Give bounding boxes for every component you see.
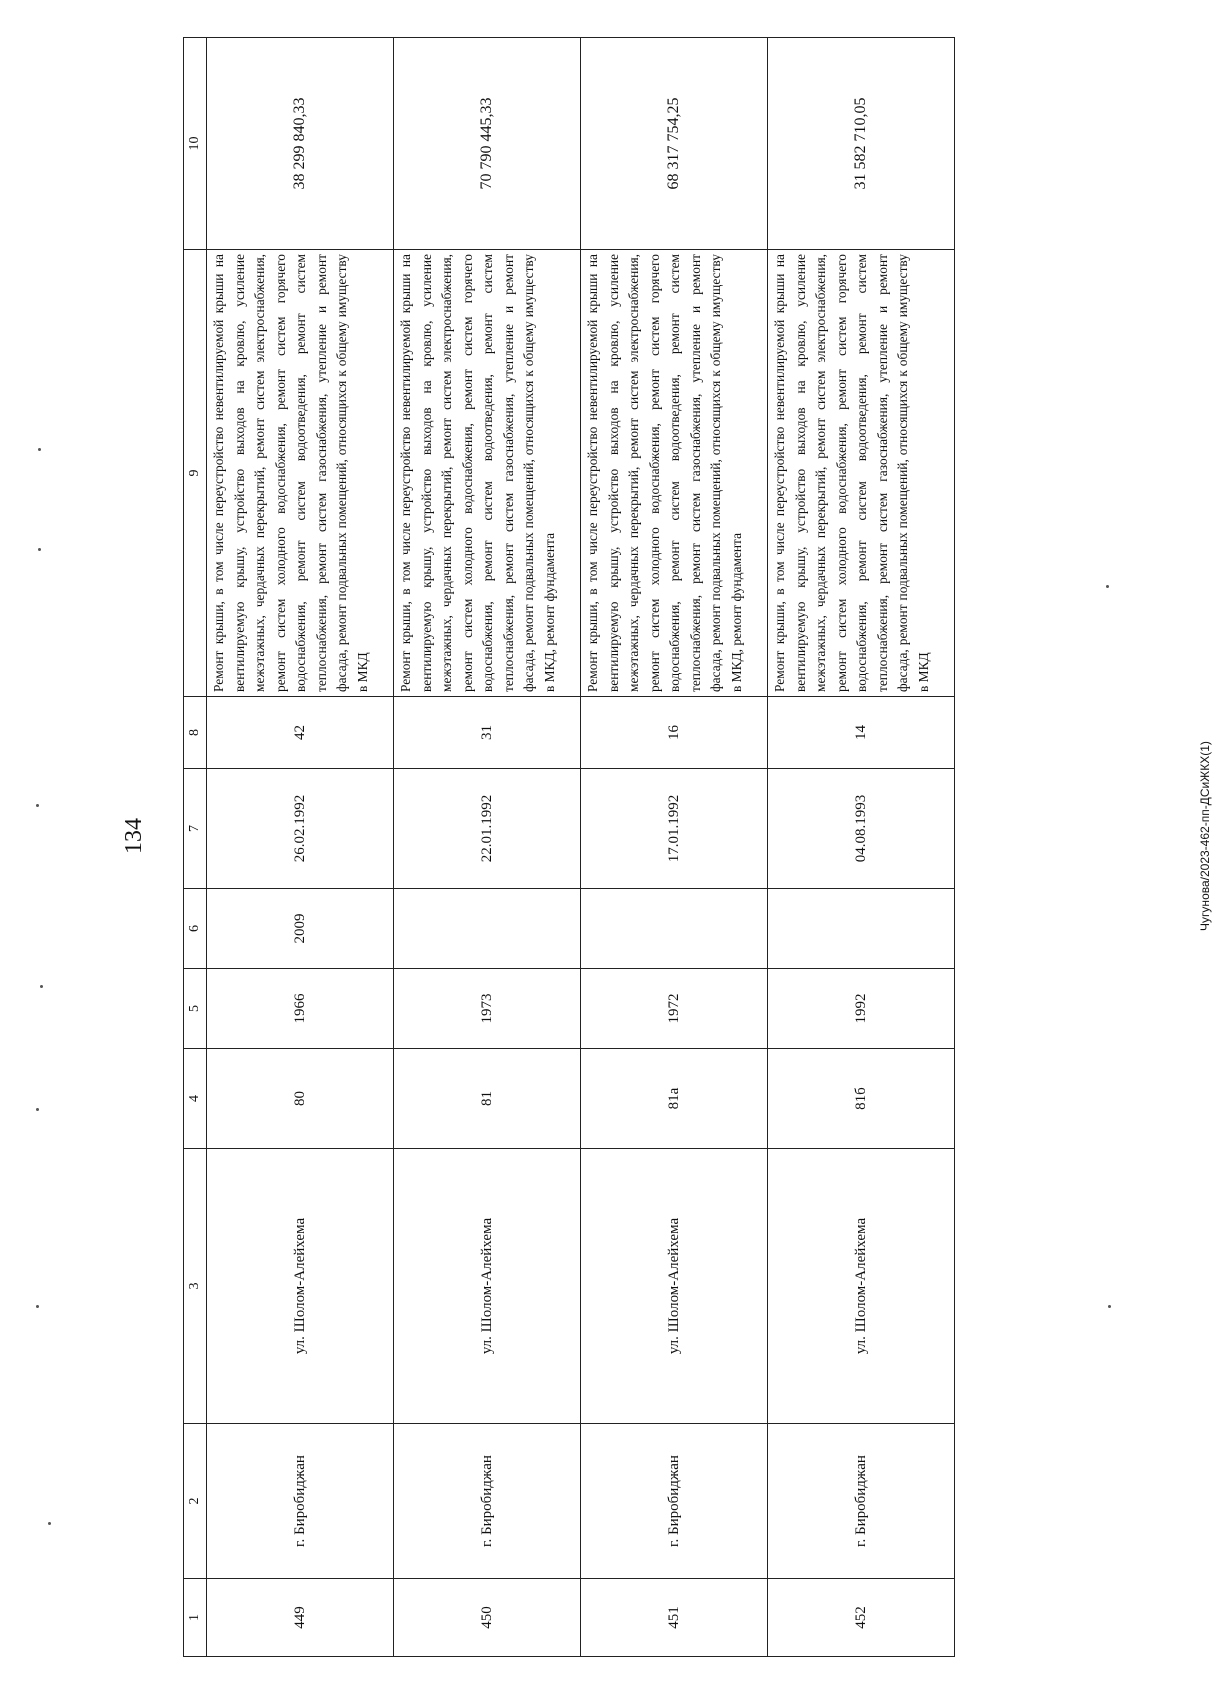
page-number: 134 (121, 818, 147, 854)
column-number-row (184, 38, 207, 1657)
works-cell: Ремонт крыши, в том числе переустройство невентилируемой крыши на вентилируемую крышу, устройство выходов на кровлю, усиление межэтажных, чердачных перекрытий, ремонт систем электроснабжения, ремонт систем холодного водоснабжения, ремонт систем горячего водоснабжения, ремонт систем водоотведения, ремонт систем теплоснабжения, ремонт систем газоснабжения, утепление и ремонт фасада, ремонт подвальных помещений, относящихся к общему имуществу в МКД, ремонт фундамента (394, 250, 581, 697)
register-table (183, 37, 955, 1657)
works-cell: Ремонт крыши, в том числе переустройство невентилируемой крыши на вентилируемую крышу, устройство выходов на кровлю, усиление межэтажных, чердачных перекрытий, ремонт систем электроснабжения, ремонт систем холодного водоснабжения, ремонт систем горячего водоснабжения, ремонт систем водоотведения, ремонт систем теплоснабжения, ремонт систем газоснабжения, утепление и ремонт фасада, ремонт подвальных помещений, относящихся к общему имуществу в МКД (207, 250, 394, 697)
scan-speck (40, 985, 43, 988)
year-cell (768, 889, 955, 969)
row-number: 451 (581, 1579, 768, 1657)
works-cell: Ремонт крыши, в том числе переустройство невентилируемой крыши на вентилируемую крышу, устройство выходов на кровлю, усиление межэтажных, чердачных перекрытий, ремонт систем электроснабжения, ремонт систем холодного водоснабжения, ремонт систем горячего водоснабжения, ремонт систем водоотведения, ремонт систем теплоснабжения, ремонт систем газоснабжения, утепление и ремонт фасада, ремонт подвальных помещений, относящихся к общему имуществу в МКД, ремонт фундамента (581, 250, 768, 697)
count-cell: 31 (394, 697, 581, 769)
year-cell (581, 889, 768, 969)
house-number-cell: 81б (768, 1049, 955, 1149)
column-number: 4 (184, 1049, 207, 1149)
date-cell: 22.01.1992 (394, 769, 581, 889)
column-number: 5 (184, 969, 207, 1049)
column-number: 10 (184, 38, 207, 250)
house-number-cell: 80 (207, 1049, 394, 1149)
table-row (394, 38, 581, 1657)
table-row (207, 38, 394, 1657)
year-built-cell: 1966 (207, 969, 394, 1049)
scan-speck (36, 1305, 39, 1308)
table-row (768, 38, 955, 1657)
cost-cell: 68 317 754,25 (581, 38, 768, 250)
street-cell: ул. Шолом-Алейхема (581, 1149, 768, 1424)
city-cell: г. Биробиджан (768, 1424, 955, 1579)
date-cell: 17.01.1992 (581, 769, 768, 889)
works-cell: Ремонт крыши, в том числе переустройство невентилируемой крыши на вентилируемую крышу, устройство выходов на кровлю, усиление межэтажных, чердачных перекрытий, ремонт систем электроснабжения, ремонт систем холодного водоснабжения, ремонт систем горячего водоснабжения, ремонт систем водоотведения, ремонт систем теплоснабжения, ремонт систем газоснабжения, утепление и ремонт фасада, ремонт подвальных помещений, относящихся к общему имуществу в МКД (768, 250, 955, 697)
document-code: Чугунова/2023-462-пп-ДСиЖКХ(1) (1198, 741, 1212, 931)
street-cell: ул. Шолом-Алейхема (207, 1149, 394, 1424)
column-number: 3 (184, 1149, 207, 1424)
row-number: 449 (207, 1579, 394, 1657)
cost-cell: 31 582 710,05 (768, 38, 955, 250)
house-number-cell: 81 (394, 1049, 581, 1149)
scan-speck (36, 1108, 39, 1111)
scan-speck (38, 448, 41, 451)
city-cell: г. Биробиджан (207, 1424, 394, 1579)
scan-speck (36, 804, 39, 807)
city-cell: г. Биробиджан (394, 1424, 581, 1579)
column-number: 1 (184, 1579, 207, 1657)
table-row (581, 38, 768, 1657)
cost-cell: 70 790 445,33 (394, 38, 581, 250)
column-number: 9 (184, 250, 207, 697)
count-cell: 42 (207, 697, 394, 769)
year-built-cell: 1973 (394, 969, 581, 1049)
street-cell: ул. Шолом-Алейхема (394, 1149, 581, 1424)
row-number: 452 (768, 1579, 955, 1657)
date-cell: 26.02.1992 (207, 769, 394, 889)
scan-speck (48, 1522, 51, 1525)
house-number-cell: 81а (581, 1049, 768, 1149)
city-cell: г. Биробиджан (581, 1424, 768, 1579)
count-cell: 14 (768, 697, 955, 769)
table-frame (183, 38, 955, 1657)
scan-speck (38, 548, 41, 551)
year-built-cell: 1992 (768, 969, 955, 1049)
count-cell: 16 (581, 697, 768, 769)
year-cell (394, 889, 581, 969)
column-number: 7 (184, 769, 207, 889)
scan-speck (1106, 585, 1109, 588)
column-number: 2 (184, 1424, 207, 1579)
year-built-cell: 1972 (581, 969, 768, 1049)
street-cell: ул. Шолом-Алейхема (768, 1149, 955, 1424)
scan-speck (1108, 1305, 1111, 1308)
row-number: 450 (394, 1579, 581, 1657)
date-cell: 04.08.1993 (768, 769, 955, 889)
column-number: 6 (184, 889, 207, 969)
year-cell: 2009 (207, 889, 394, 969)
cost-cell: 38 299 840,33 (207, 38, 394, 250)
column-number: 8 (184, 697, 207, 769)
